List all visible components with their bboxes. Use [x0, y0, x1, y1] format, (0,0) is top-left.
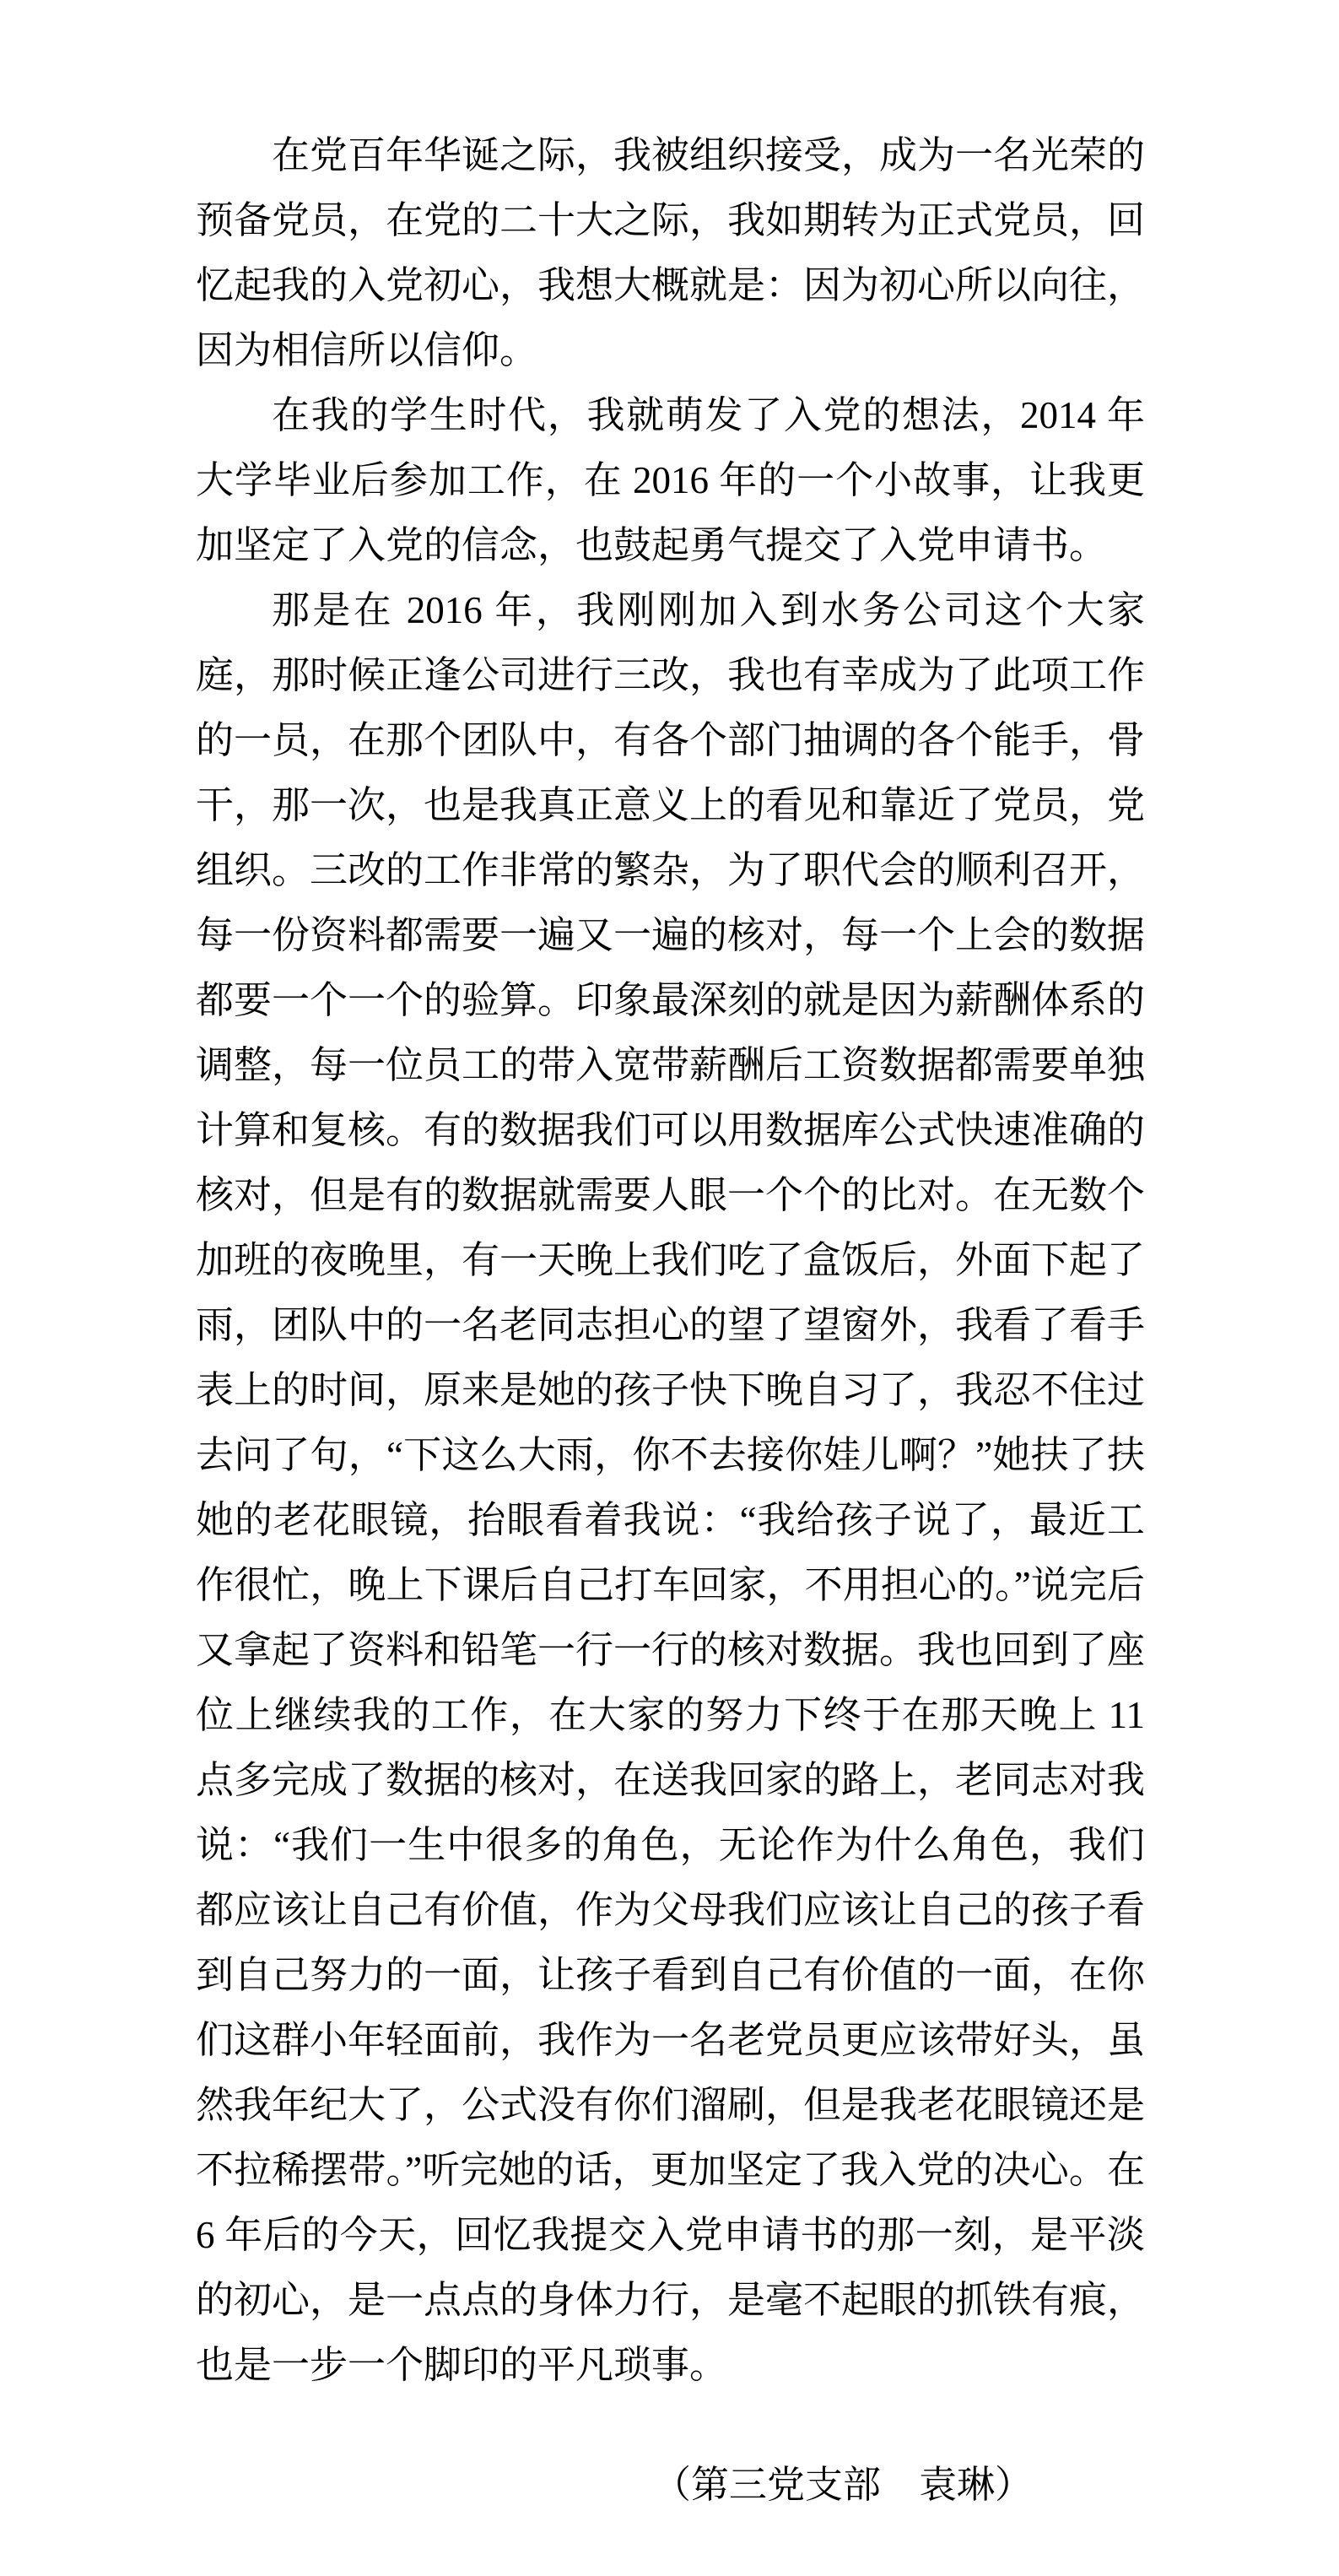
paragraph: 在我的学生时代，我就萌发了入党的想法，2014 年大学毕业后参加工作，在 2016 年的一个小故事，让我更加坚定了入党的信念，也鼓起勇气提交了入党申请书。 — [196, 394, 1145, 566]
paragraph: 在党百年华诞之际，我被组织接受，成为一名光荣的预备党员，在党的二十大之际，我如期转为正式党员，回忆起我的入党初心，我想大概就是：因为初心所以向往，因为相信所以信仰。 — [196, 134, 1146, 371]
document-body — [196, 123, 1145, 2518]
paragraph: 那是在 2016 年，我刚刚加入到水务公司这个大家庭，那时候正逢公司进行三改，我也有幸成为了此项工作的一员，在那个团队中，有各个部门抽调的各个能手，骨干，那一次，也是我真正意义上的看见和靠近了党员，党组织。三改的工作非常的繁杂，为了职代会的顺利召开，每一份资料都需要一遍又一遍的核对，每一个上会的数据都要一个一个的验算。印象最深刻的就是因为薪酬体系的调整，每一位员工的带入宽带薪酬后工资数据都需要单独计算和复核。有的数据我们可以用数据库公式快速准确的核对，但是有的数据就需要人眼一个个的比对。在无数个加班的夜晚里，有一天晚上我们吃了盒饭后，外面下起了雨，团队中的一名老同志担心的望了望窗外，我看了看手表上的时间，原来是她的孩子快下晚自习了，我忍不住过去问了句，“下这么大雨，你不去接你娃儿啊？”她扶了扶她的老花眼镜，抬眼看着我说：“我给孩子说了，最近工作很忙，晚上下课后自己打车回家，不用担心的。”说完后又拿起了资料和铅笔一行一行的核对数据。我也回到了座位上继续我的工作，在大家的努力下终于在那天晚上 11 点多完成了数据的核对，在送我回家的路上，老同志对我说：“我们一生中很多的角色，无论作为什么角色，我们都应该让自己有价值，作为父母我们应该让自己的孩子看到自己努力的一面，让孩子看到自己有价值的一面，在你们这群小年轻面前，我作为一名老党员更应该带好头，虽然我年纪大了，公式没有你们溜刷，但是我老花眼镜还是不拉稀摆带。”听完她的话，更加坚定了我入党的决心。在 6 年后的今天，回忆我提交入党申请书的那一刻，是平淡的初心，是一点点的身体力行，是毫不起眼的抓铁有痕，也是一步一个脚印的平凡琐事。 — [196, 589, 1146, 2386]
signature-line: （第三党支部 袁琳） — [652, 2464, 1033, 2506]
